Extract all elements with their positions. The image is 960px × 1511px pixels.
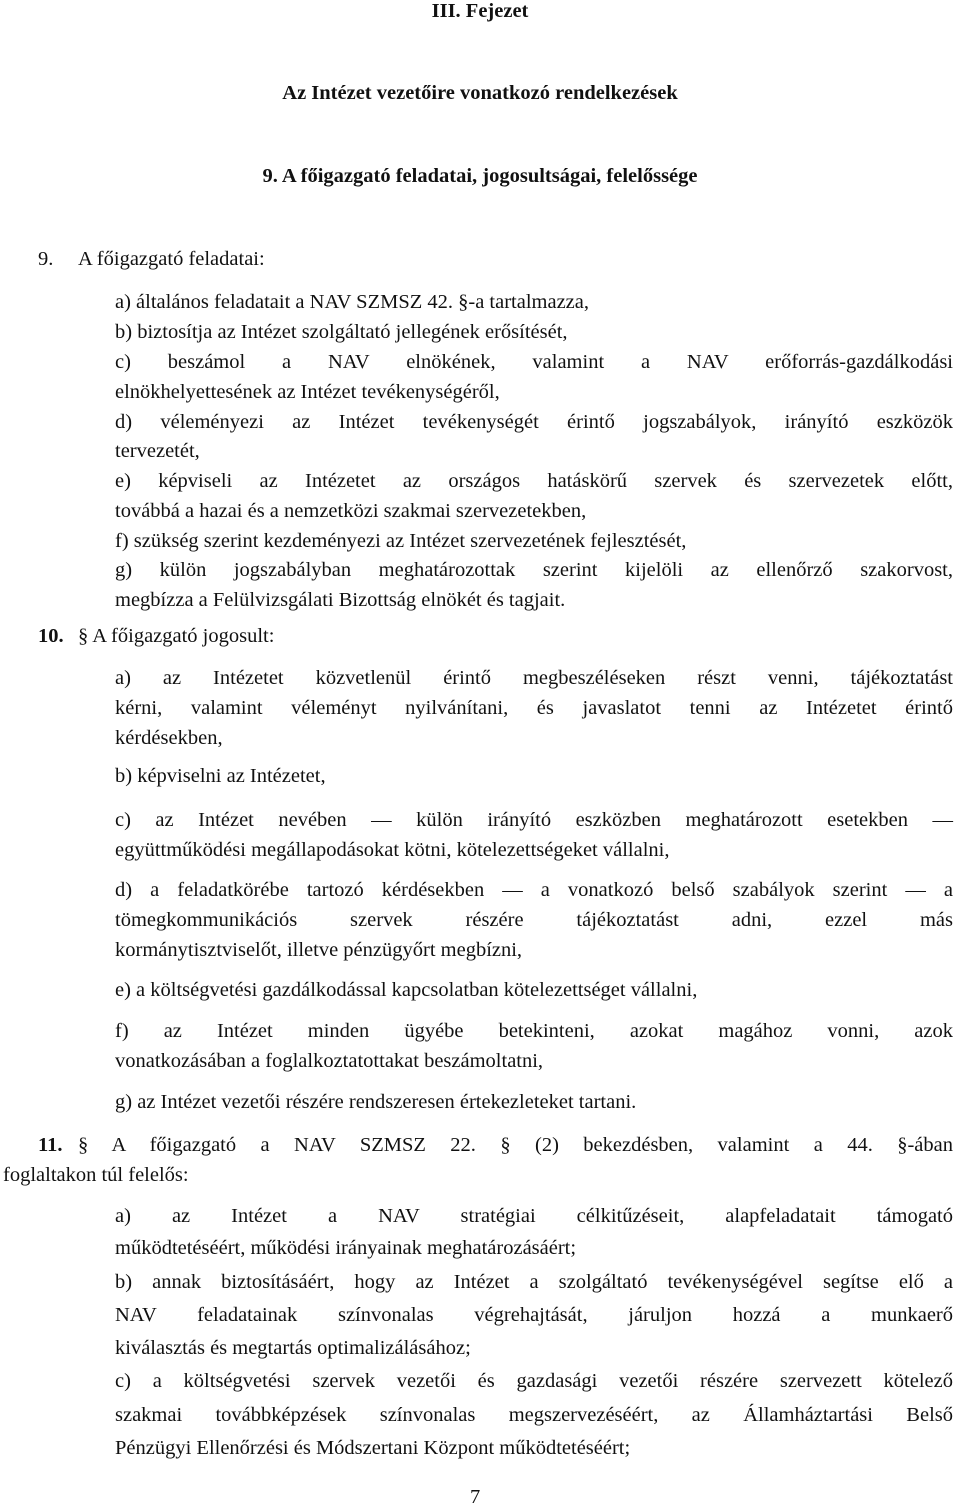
list-item-cont: tömegkommunikációs szervek részére tájékoztatást adni, ezzel más bbox=[115, 909, 953, 931]
list-item-cont: együttműködési megállapodásokat kötni, kötelezettségeket vállalni, bbox=[115, 839, 670, 861]
list-item: d) véleményezi az Intézet tevékenységét érintő jogszabályok, irányító eszközök bbox=[115, 411, 953, 433]
chapter-subtitle: Az Intézet vezetőire vonatkozó rendelkezések bbox=[282, 82, 678, 104]
list-item-cont: tervezetét, bbox=[115, 440, 200, 462]
list-item: b) képviselni az Intézetet, bbox=[115, 765, 326, 787]
list-item: d) a feladatkörébe tartozó kérdésekben — a vonatkozó belső szabályok szerint — a bbox=[115, 879, 953, 901]
section-10-title: § A főigazgató jogosult: bbox=[78, 625, 275, 647]
list-item: b) annak biztosításáért, hogy az Intézet a szolgáltató tevékenységével segítse elő a bbox=[115, 1271, 953, 1293]
list-item-cont: kérdésekben, bbox=[115, 727, 223, 749]
list-item-cont: kérni, valamint véleményt nyilvánítani, és javaslatot tenni az Intézetet érintő bbox=[115, 697, 953, 719]
section-11-number: 11. bbox=[38, 1134, 63, 1156]
list-item: b) biztosítja az Intézet szolgáltató jellegének erősítését, bbox=[115, 321, 568, 343]
list-item: c) beszámol a NAV elnökének, valamint a NAV erőforrás-gazdálkodási bbox=[115, 351, 953, 373]
list-item: e) képviseli az Intézetet az országos hatáskörű szervek és szervezetek előtt, bbox=[115, 470, 953, 492]
list-item: a) az Intézet a NAV stratégiai célkitűzéseit, alapfeladatait támogató bbox=[115, 1205, 953, 1227]
list-item-cont: kiválasztás és megtartás optimalizálásához; bbox=[115, 1337, 471, 1359]
section-11-intro: § A főigazgató a NAV SZMSZ 22. § (2) bekezdésben, valamint a 44. §-ában bbox=[78, 1134, 953, 1156]
section-10-number: 10. bbox=[38, 625, 64, 647]
section-9-title: A főigazgató feladatai: bbox=[78, 248, 265, 270]
section-11-intro-cont: foglaltakon túl felelős: bbox=[3, 1164, 189, 1186]
chapter-heading: III. Fejezet bbox=[431, 0, 529, 22]
list-item: f) szükség szerint kezdeményezi az Intézet szervezetének fejlesztését, bbox=[115, 530, 687, 552]
section-9-number: 9. bbox=[38, 248, 54, 270]
section-title: 9. A főigazgató feladatai, jogosultságai, felelőssége bbox=[262, 165, 698, 187]
list-item: c) az Intézet nevében — külön irányító eszközben meghatározott esetekben — bbox=[115, 809, 953, 831]
list-item-cont: működtetéséért, működési irányainak meghatározásáért; bbox=[115, 1237, 577, 1259]
list-item-cont: szakmai továbbképzések színvonalas megszervezéséért, az Államháztartási Belső bbox=[115, 1404, 953, 1426]
list-item-cont: megbízza a Felülvizsgálati Bizottság elnökét és tagjait. bbox=[115, 589, 566, 611]
list-item: a) az Intézetet közvetlenül érintő megbeszéléseken részt venni, tájékoztatást bbox=[115, 667, 953, 689]
list-item-cont: NAV feladatainak színvonalas végrehajtását, járuljon hozzá a munkaerő bbox=[115, 1304, 953, 1326]
list-item: c) a költségvetési szervek vezetői és gazdasági vezetői részére szervezett kötelező bbox=[115, 1370, 953, 1392]
list-item-cont: továbbá a hazai és a nemzetközi szakmai szervezetekben, bbox=[115, 500, 587, 522]
page-number: 7 bbox=[470, 1486, 481, 1508]
list-item: g) külön jogszabályban meghatározottak szerint kijelöli az ellenőrző szakorvost, bbox=[115, 559, 953, 581]
list-item: a) általános feladatait a NAV SZMSZ 42. §-a tartalmazza, bbox=[115, 291, 589, 313]
list-item: f) az Intézet minden ügyébe betekinteni, azokat magához vonni, azok bbox=[115, 1020, 953, 1042]
list-item-cont: kormánytisztviselőt, illetve pénzügyőrt megbízni, bbox=[115, 939, 523, 961]
list-item: g) az Intézet vezetői részére rendszeresen értekezleteket tartani. bbox=[115, 1091, 637, 1113]
list-item-cont: vonatkozásában a foglalkoztatottakat beszámoltatni, bbox=[115, 1050, 544, 1072]
list-item: e) a költségvetési gazdálkodással kapcsolatban kötelezettséget vállalni, bbox=[115, 979, 698, 1001]
list-item-cont: Pénzügyi Ellenőrzési és Módszertani Központ működtetéséért; bbox=[115, 1437, 631, 1459]
list-item-cont: elnökhelyettesének az Intézet tevékenységéről, bbox=[115, 381, 500, 403]
